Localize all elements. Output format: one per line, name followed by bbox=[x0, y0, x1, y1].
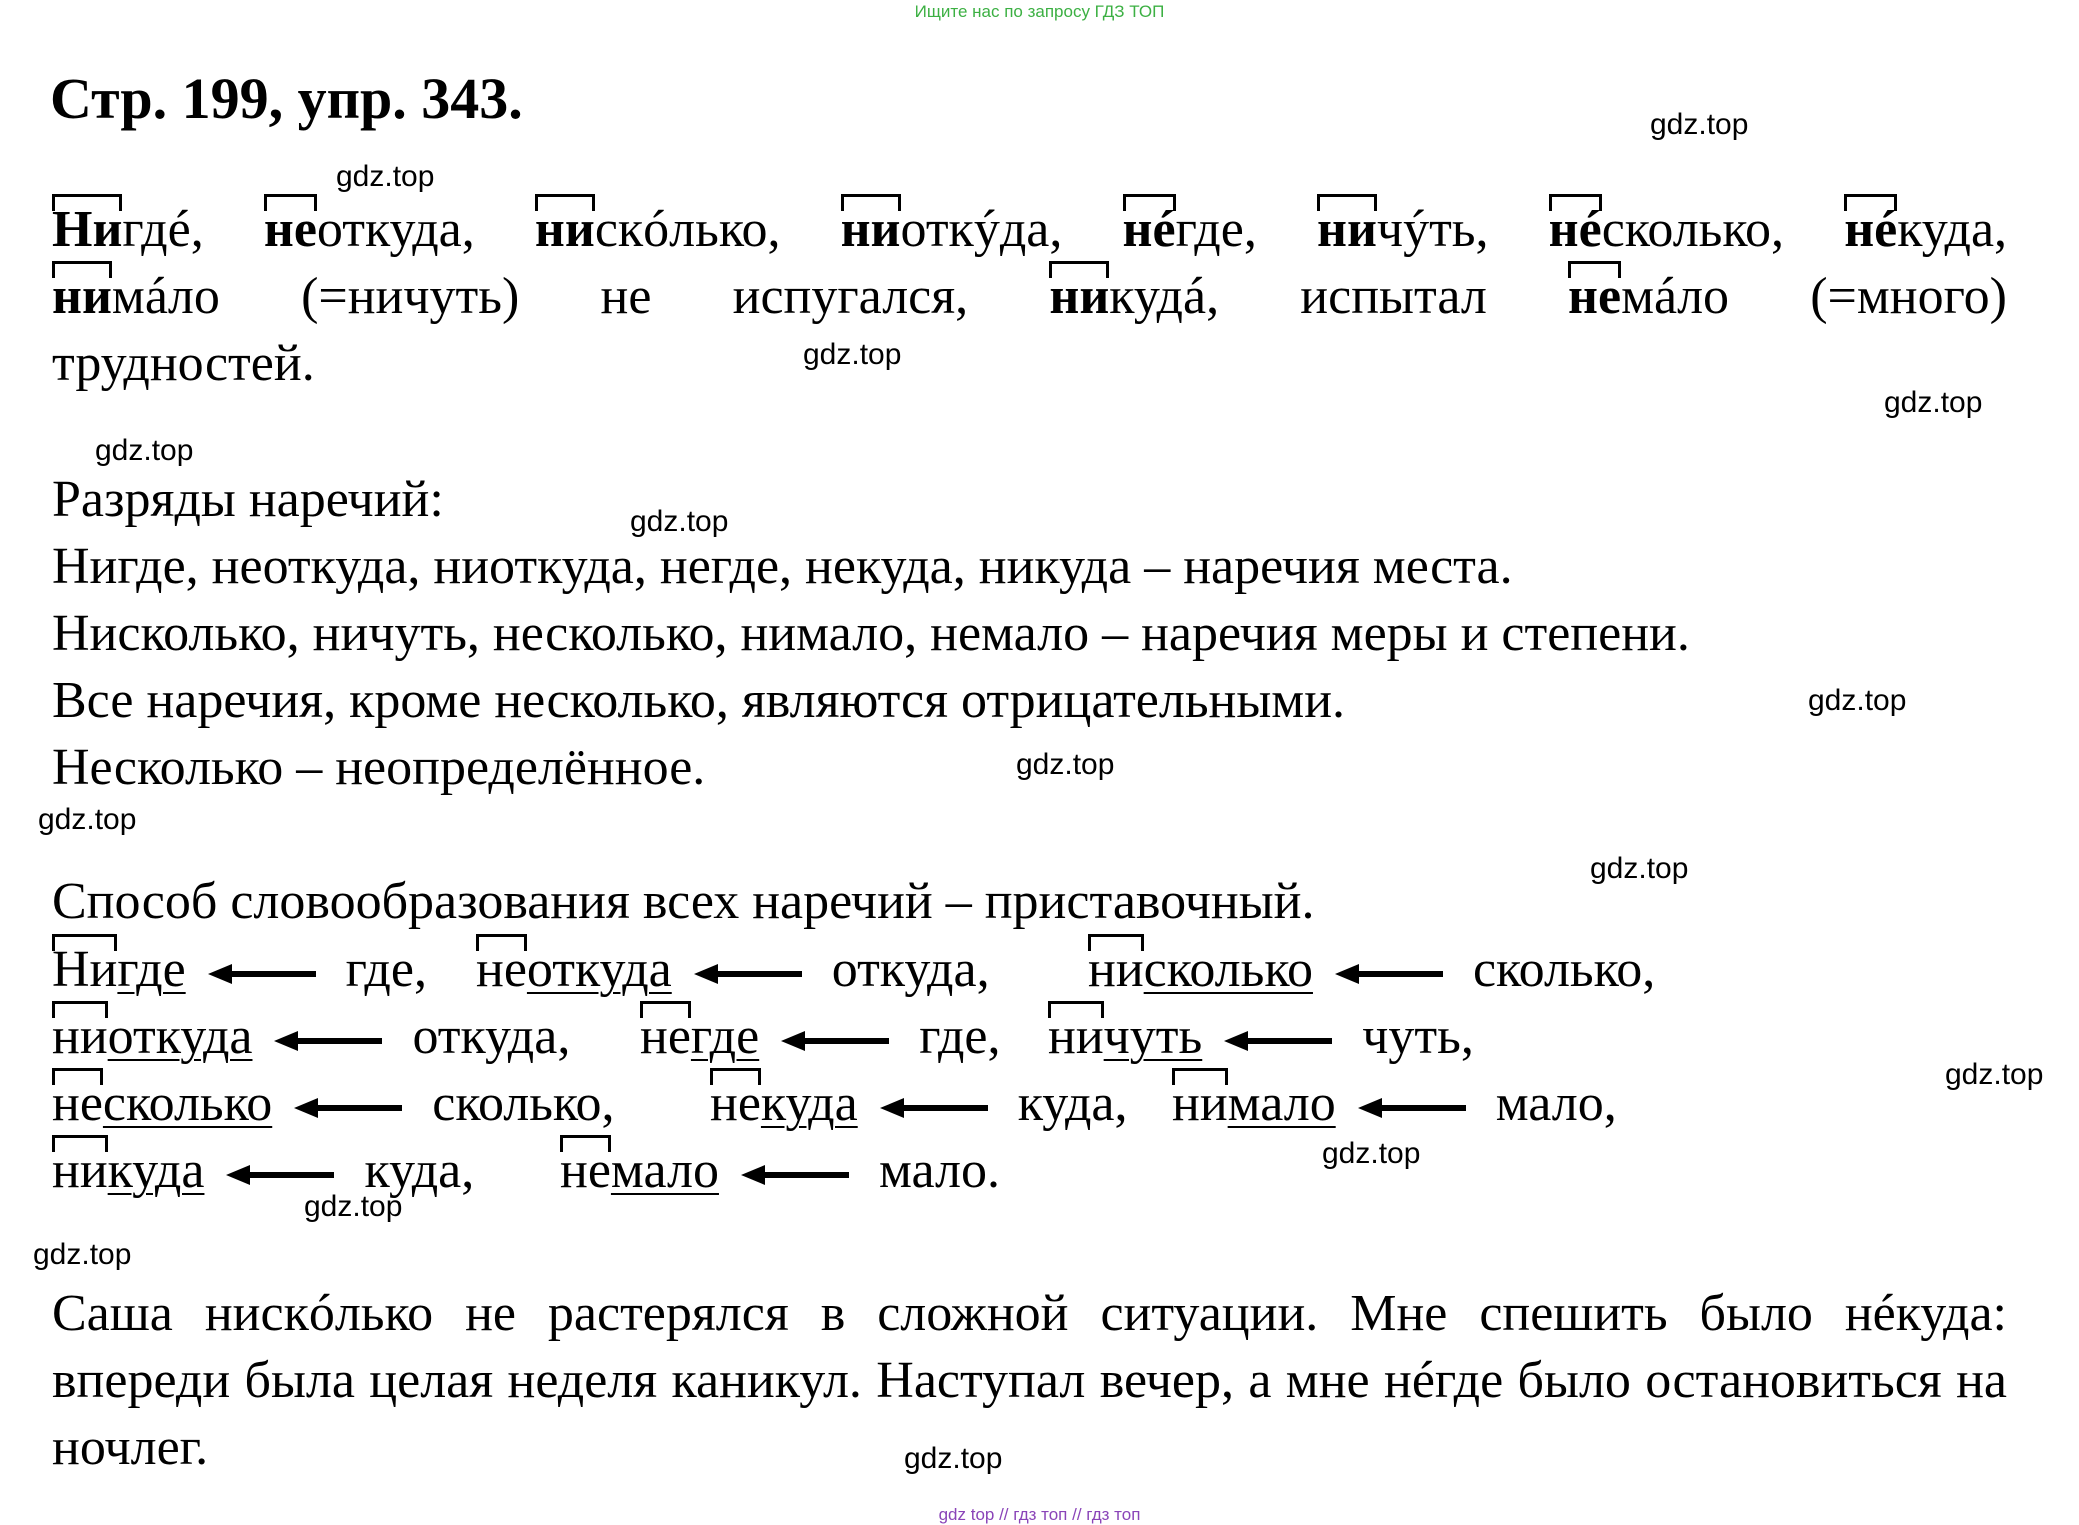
watermark: gdz.top bbox=[630, 505, 729, 538]
exercise-word: нéсколько, bbox=[1549, 201, 1845, 258]
arrow-left-icon bbox=[1358, 1096, 1470, 1120]
prefix: не bbox=[264, 200, 317, 259]
formation-item: немало мало. bbox=[560, 1141, 1000, 1200]
prefix: не bbox=[710, 1074, 761, 1133]
prefix: ни bbox=[1049, 267, 1109, 326]
watermark: gdz.top bbox=[1808, 684, 1907, 717]
paren-note: (=ничуть) bbox=[301, 268, 520, 325]
prefix: нé bbox=[1844, 200, 1897, 259]
prefix: Ни bbox=[52, 200, 122, 259]
categories-line: Нисколько, ничуть, несколько, нимало, немало – наречия меры и степени. bbox=[52, 605, 1690, 662]
formation-item: несколько сколько, bbox=[52, 1074, 615, 1133]
bottom-banner: gdz top // гдз топ // гдз топ bbox=[938, 1505, 1141, 1524]
arrow-left-icon bbox=[880, 1096, 992, 1120]
formation-item: Нигде где, bbox=[52, 940, 427, 999]
arrow-left-icon bbox=[694, 962, 806, 986]
exercise-line-1 bbox=[52, 200, 2007, 259]
formation-item: ниоткуда откуда, bbox=[52, 1007, 570, 1066]
categories-line: Все наречия, кроме несколько, являются отрицательными. bbox=[52, 672, 1346, 729]
watermark: gdz.top bbox=[1945, 1058, 2044, 1091]
arrow-left-icon bbox=[294, 1096, 406, 1120]
watermark: gdz.top bbox=[304, 1190, 403, 1223]
exercise-line-2: нимáло (=ничуть) не испугался, никудá, испытал немáло (=много) bbox=[52, 267, 2007, 326]
arrow-left-icon bbox=[226, 1163, 338, 1187]
prefix: ни bbox=[841, 200, 901, 259]
watermark: gdz.top bbox=[336, 160, 435, 193]
exercise-word: нискóлько, bbox=[535, 201, 841, 258]
prefix: ни bbox=[52, 1007, 108, 1066]
prefix: Ни bbox=[52, 940, 117, 999]
watermark: gdz.top bbox=[33, 1238, 132, 1271]
exercise-word: Нигдé, bbox=[52, 201, 264, 258]
prefix: ни bbox=[52, 1141, 108, 1200]
example-sentences: Саша нискóлько не растерялся в сложной ситуации. Мне спешить было нéкуда: впереди была целая неделя каникул. Наступал вечер, а мне нéгде было остановиться на ночлег. bbox=[52, 1285, 2007, 1476]
prefix: ни bbox=[1088, 940, 1144, 999]
arrow-left-icon bbox=[1224, 1029, 1336, 1053]
watermark: gdz.top bbox=[38, 803, 137, 836]
exercise-word: ниоткýда, bbox=[841, 201, 1123, 258]
exercise-word: нéкуда, bbox=[1844, 201, 2007, 258]
watermark: gdz.top bbox=[904, 1442, 1003, 1475]
formation-item: нимало мало, bbox=[1172, 1074, 1617, 1133]
prefix: не bbox=[476, 940, 527, 999]
categories-heading: Разряды наречий: bbox=[52, 471, 444, 528]
paren-note: (=много) bbox=[1810, 268, 2007, 325]
prefix: ни bbox=[535, 200, 595, 259]
formation-item: ничуть чуть, bbox=[1048, 1007, 1474, 1066]
arrow-left-icon bbox=[781, 1029, 893, 1053]
exercise-word: ничýть, bbox=[1317, 201, 1549, 258]
arrow-left-icon bbox=[1335, 962, 1447, 986]
watermark: gdz.top bbox=[1884, 386, 1983, 419]
prefix: не bbox=[640, 1007, 691, 1066]
formation-item: некуда куда, bbox=[710, 1074, 1128, 1133]
prefix: не bbox=[1568, 267, 1621, 326]
formation-item: негде где, bbox=[640, 1007, 1000, 1066]
formation-item: никуда куда, bbox=[52, 1141, 474, 1200]
exercise-line-3: трудностей. bbox=[52, 335, 315, 392]
arrow-left-icon bbox=[208, 962, 320, 986]
prefix: ни bbox=[1172, 1074, 1228, 1133]
exercise-word: нéгде, bbox=[1123, 201, 1317, 258]
arrow-left-icon bbox=[274, 1029, 386, 1053]
watermark: gdz.top bbox=[1322, 1137, 1421, 1170]
watermark: gdz.top bbox=[1016, 748, 1115, 781]
categories-line: Несколько – неопределённое. bbox=[52, 739, 706, 796]
prefix: нé bbox=[1123, 200, 1176, 259]
prefix: ни bbox=[1048, 1007, 1104, 1066]
formation-item: неоткуда откуда, bbox=[476, 940, 990, 999]
formation-item: нисколько сколько, bbox=[1088, 940, 1655, 999]
formation-heading: Способ словообразования всех наречий – приставочный. bbox=[52, 873, 1315, 930]
arrow-left-icon bbox=[741, 1163, 853, 1187]
prefix: ни bbox=[52, 267, 112, 326]
prefix: не bbox=[52, 1074, 103, 1133]
watermark: gdz.top bbox=[1590, 852, 1689, 885]
watermark: gdz.top bbox=[803, 338, 902, 371]
prefix: ни bbox=[1317, 200, 1377, 259]
top-banner: Ищите нас по запросу ГДЗ ТОП bbox=[914, 2, 1165, 21]
watermark: gdz.top bbox=[95, 434, 194, 467]
exercise-word: неоткуда, bbox=[264, 201, 535, 258]
page-title: Стр. 199, упр. 343. bbox=[50, 66, 523, 131]
watermark: gdz.top bbox=[1650, 108, 1749, 141]
prefix: нé bbox=[1549, 200, 1602, 259]
prefix: не bbox=[560, 1141, 611, 1200]
categories-line: Нигде, неоткуда, ниоткуда, негде, некуда, никуда – наречия места. bbox=[52, 538, 1513, 595]
